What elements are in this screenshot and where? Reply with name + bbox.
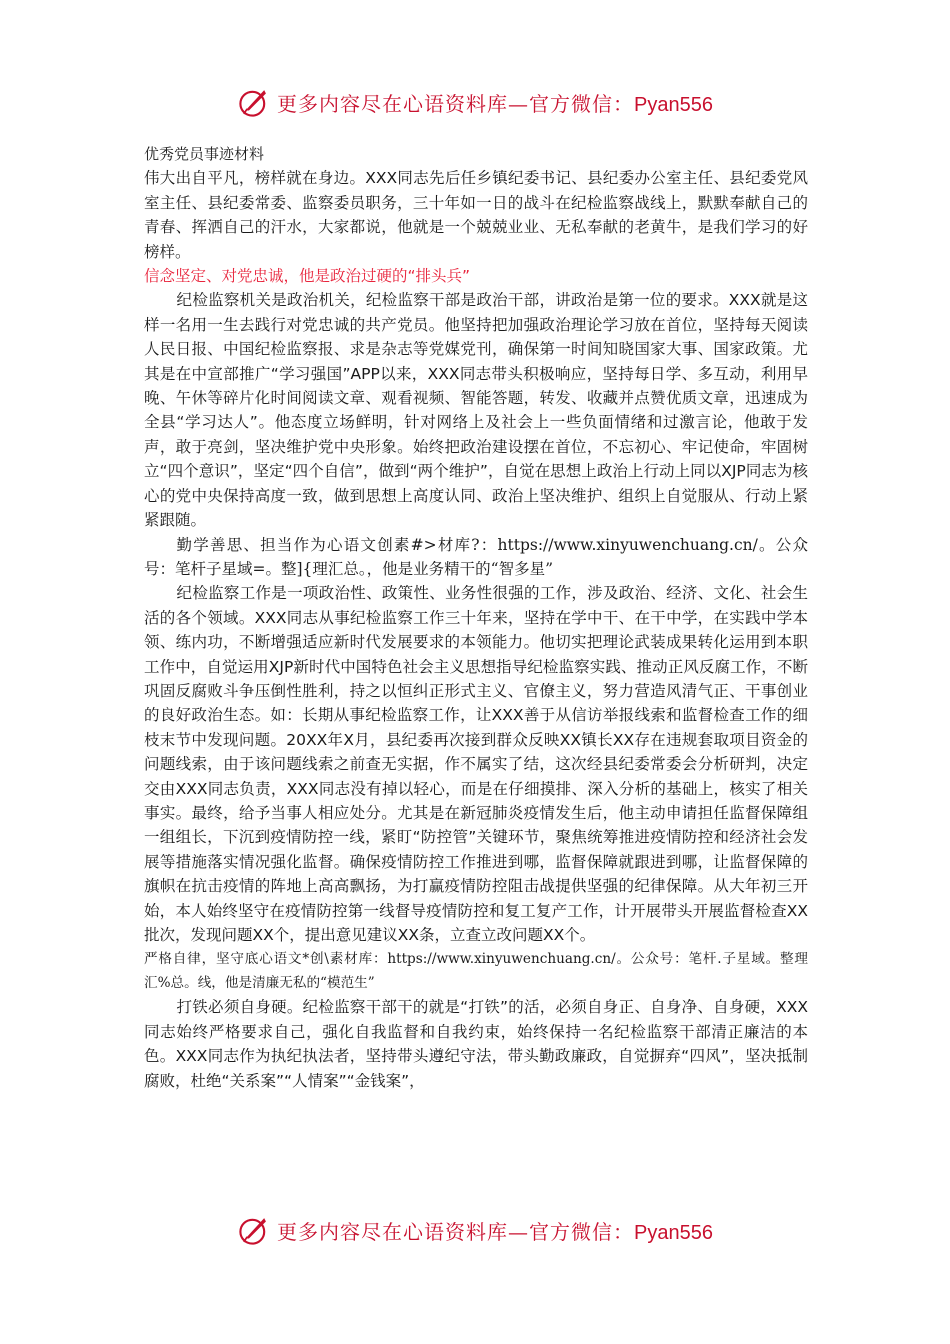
section-paragraph-3: 打铁必须自身硬。纪检监察干部干的就是“打铁”的活，必须自身正、自身净、自身硬，XXX同志始终严格要求自己，强化自我监督和自我约束，始终保持一名纪检监察干部清正廉洁的本色。XXX同志作为执纪执法者，坚持带头遵纪守法，带头勤政廉政，自觉摒弃“四风”，坚决抵制腐败，杜绝“关系案”“人情案”“金钱案”， (144, 998, 808, 1090)
header-banner-text: 更多内容尽在心语资料库—官方微信：Pyan556 (277, 91, 713, 116)
quill-logo-icon (237, 85, 271, 119)
section-heading-1: 信念坚定、对党忠诚，他是政治过硬的“排头兵” (144, 267, 471, 286)
footer-banner-text: 更多内容尽在心语资料库—官方微信：Pyan556 (277, 1219, 713, 1244)
intro-paragraph: 伟大出自平凡，榜样就在身边。XXX同志先后任乡镇纪委书记、县纪委办公室主任、县纪委党风室主任、县纪委常委、监察委员职务，三十年如一日的战斗在纪检监察战线上，默默奉献自己的青春、挥洒自己的汗水，大家都说，他就是一个兢兢业业、无私奉献的老黄牛，是我们学习的好榜样。 (144, 169, 808, 261)
section-paragraph-1: 纪检监察机关是政治机关，纪检监察干部是政治干部，讲政治是第一位的要求。XXX就是这样一名用一生去践行对党忠诚的共产党员。他坚持把加强政治理论学习放在首位，坚持每天阅读人民日报、中国纪检监察报、求是杂志等党媒党刊，确保第一时间知晓国家大事、国家政策。尤其是在中宣部推广“学习强国”APP以来，XXX同志带头积极响应，坚持每日学、多互动，利用早晚、午休等碎片化时间阅读文章、观看视频、智能答题，转发、收藏并点赞优质文章，迅速成为全县“学习达人”。他态度立场鲜明，针对网络上及社会上一些负面情绪和过激言论，他敢于发声，敢于亮剑，坚决维护党中央形象。始终把政治建设摆在首位，不忘初心、牢记使命，牢固树立“四个意识”，坚定“四个自信”，做到“两个维护”，自觉在思想上政治上行动上同以XJP同志为核心的党中央保持高度一致，做到思想上高度认同、政治上坚决维护、组织上自觉服从、行动上紧紧跟随。 (144, 291, 808, 530)
footer-watermark-banner (0, 1210, 950, 1250)
document-title: 优秀党员事迹材料 (144, 145, 265, 163)
section-paragraph-2: 纪检监察工作是一项政治性、政策性、业务性很强的工作，涉及政治、经济、文化、社会生活的各个领域。XXX同志从事纪检监察工作三十年来，坚持在学中干、在干中学，在实践中学本领、练内功，不断增强适应新时代发展要求的本领能力。他切实把理论武装成果转化运用到本职工作中，自觉运用XJP新时代中国特色社会主义思想指导纪检监察实践、推动正风反腐工作，不断巩固反腐败斗争压倒性胜利，持之以恒纠正形式主义、官僚主义，努力营造风清气正、干事创业的良好政治生态。如：长期从事纪检监察工作，让XXX善于从信访举报线索和监督检查工作的细枝末节中发现问题。20XX年X月，县纪委再次接到群众反映XX镇长XX存在违规套取项目资金的问题线索，由于该问题线索之前查无实据，作不属实了结，这次经县纪委常委会分析研判，决定交由XXX同志负责，XXX同志没有掉以轻心，而是在仔细摸排、深入分析的基础上，核实了相关事实。最终，给予当事人相应处分。尤其是在新冠肺炎疫情发生后，他主动申请担任监督保障组一组组长，下沉到疫情防控一线，紧盯“防控管”关键环节，聚焦统筹推进疫情防控和经济社会发展等措施落实情况强化监督。确保疫情防控工作推进到哪，监督保障就跟进到哪，让监督保障的旗帜在抗击疫情的阵地上高高飘扬，为打赢疫情防控阻击战提供坚强的纪律保障。从大年初三开始，本人始终坚守在疫情防控第一线督导疫情防控和复工复产工作，计开展带头开展监督检查XX批次，发现问题XX个，提出意见建议XX条，立查立改问题XX个。 (144, 584, 808, 944)
document-body (144, 142, 808, 1093)
section-heading-2: 勤学善思、担当作为心语文创素#>材库?：https://www.xinyuwenchuang.cn/。公众号：笔杆子星域=。整]{理汇总。，他是业务精干的“智多星” (144, 535, 808, 578)
header-watermark-banner (0, 82, 950, 122)
quill-logo-icon (237, 1213, 271, 1247)
section-heading-3: 严格自律，坚守底心语文*创\素材库：https://www.xinyuwenchuang.cn/。公众号：笔杆.子星域。整理汇%总。线，他是清廉无私的“模范生” (144, 951, 808, 992)
